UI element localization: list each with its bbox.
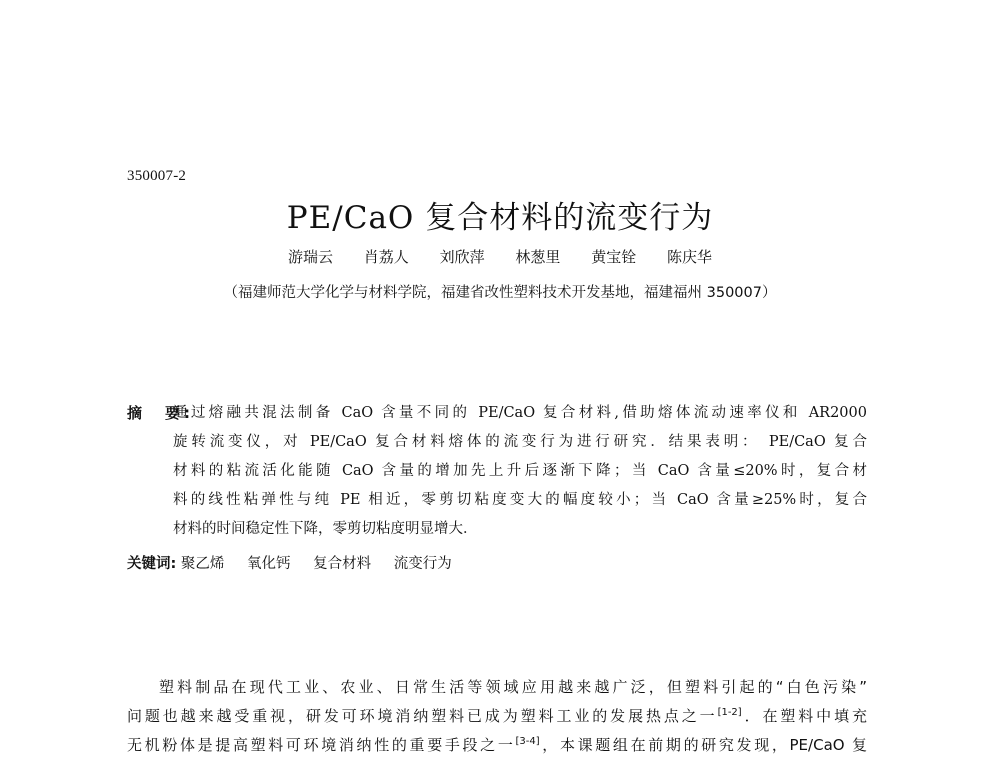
author-name: 林葱里 (515, 248, 561, 266)
body-line (127, 705, 867, 734)
abstract-line: 旋转流变仪，对 PE/CaO 复合材料熔体的流变行为进行研究．结果表明： PE/CaO 复合 (173, 434, 867, 450)
body-text-segment: ，本课题组在前期的研究发现，PE/CaO 复 (539, 736, 867, 754)
paper-id: 350007-2 (127, 168, 187, 184)
author-name: 肖荔人 (363, 248, 409, 266)
keywords (127, 552, 470, 573)
abstract-label: 摘 要: (127, 404, 194, 422)
keywords-label: 关键词: (127, 556, 177, 572)
citation-ref: [1-2] (717, 707, 742, 718)
abstract-line: 材料的时间稳定性下降，零剪切粘度明显增大． (173, 521, 478, 537)
abstract-line: 料的线性粘弹性与纯 PE 相近，零剪切粘度变大的幅度较小；当 CaO 含量≥25%时，复合 (173, 492, 867, 508)
body-text (127, 676, 867, 763)
author-name: 刘欣萍 (439, 248, 485, 266)
keyword: 流变行为 (393, 556, 452, 572)
abstract-line: 材料的粘流活化能随 CaO 含量的增加先上升后逐渐下降；当 CaO 含量≤20%时，复合材 (173, 463, 867, 479)
body-text-segment: 问题也越来越受重视，研发可环境消纳塑料已成为塑料工业的发展热点之一 (127, 707, 718, 725)
body-text-segment: 无机粉体是提高塑料可环境消纳性的重要手段之一 (127, 736, 516, 754)
keyword: 复合材料 (313, 556, 372, 572)
author-list (0, 246, 1000, 267)
abstract-line: 通过熔融共混法制备 CaO 含量不同的 PE/CaO 复合材料,借助熔体流动速率仪和 AR2000 (173, 405, 867, 421)
citation-ref: [3-4] (515, 736, 540, 747)
author-name: 游瑞云 (288, 248, 334, 266)
abstract-body (173, 402, 867, 547)
body-line (127, 734, 867, 763)
keyword: 氧化钙 (247, 556, 291, 572)
affiliation: （福建师范大学化学与材料学院，福建省改性塑料技术开发基地，福建福州 350007） (223, 285, 777, 301)
body-text-segment: ．在塑料中填充 (741, 707, 867, 725)
author-name: 陈庆华 (666, 248, 712, 266)
keyword: 聚乙烯 (180, 556, 225, 572)
body-line: 塑料制品在现代工业、农业、日常生活等领域应用越来越广泛，但塑料引起的“白色污染” (159, 678, 867, 696)
paper-title: PE/CaO 复合材料的流变行为 (286, 200, 714, 236)
author-name: 黄宝铨 (591, 248, 637, 266)
